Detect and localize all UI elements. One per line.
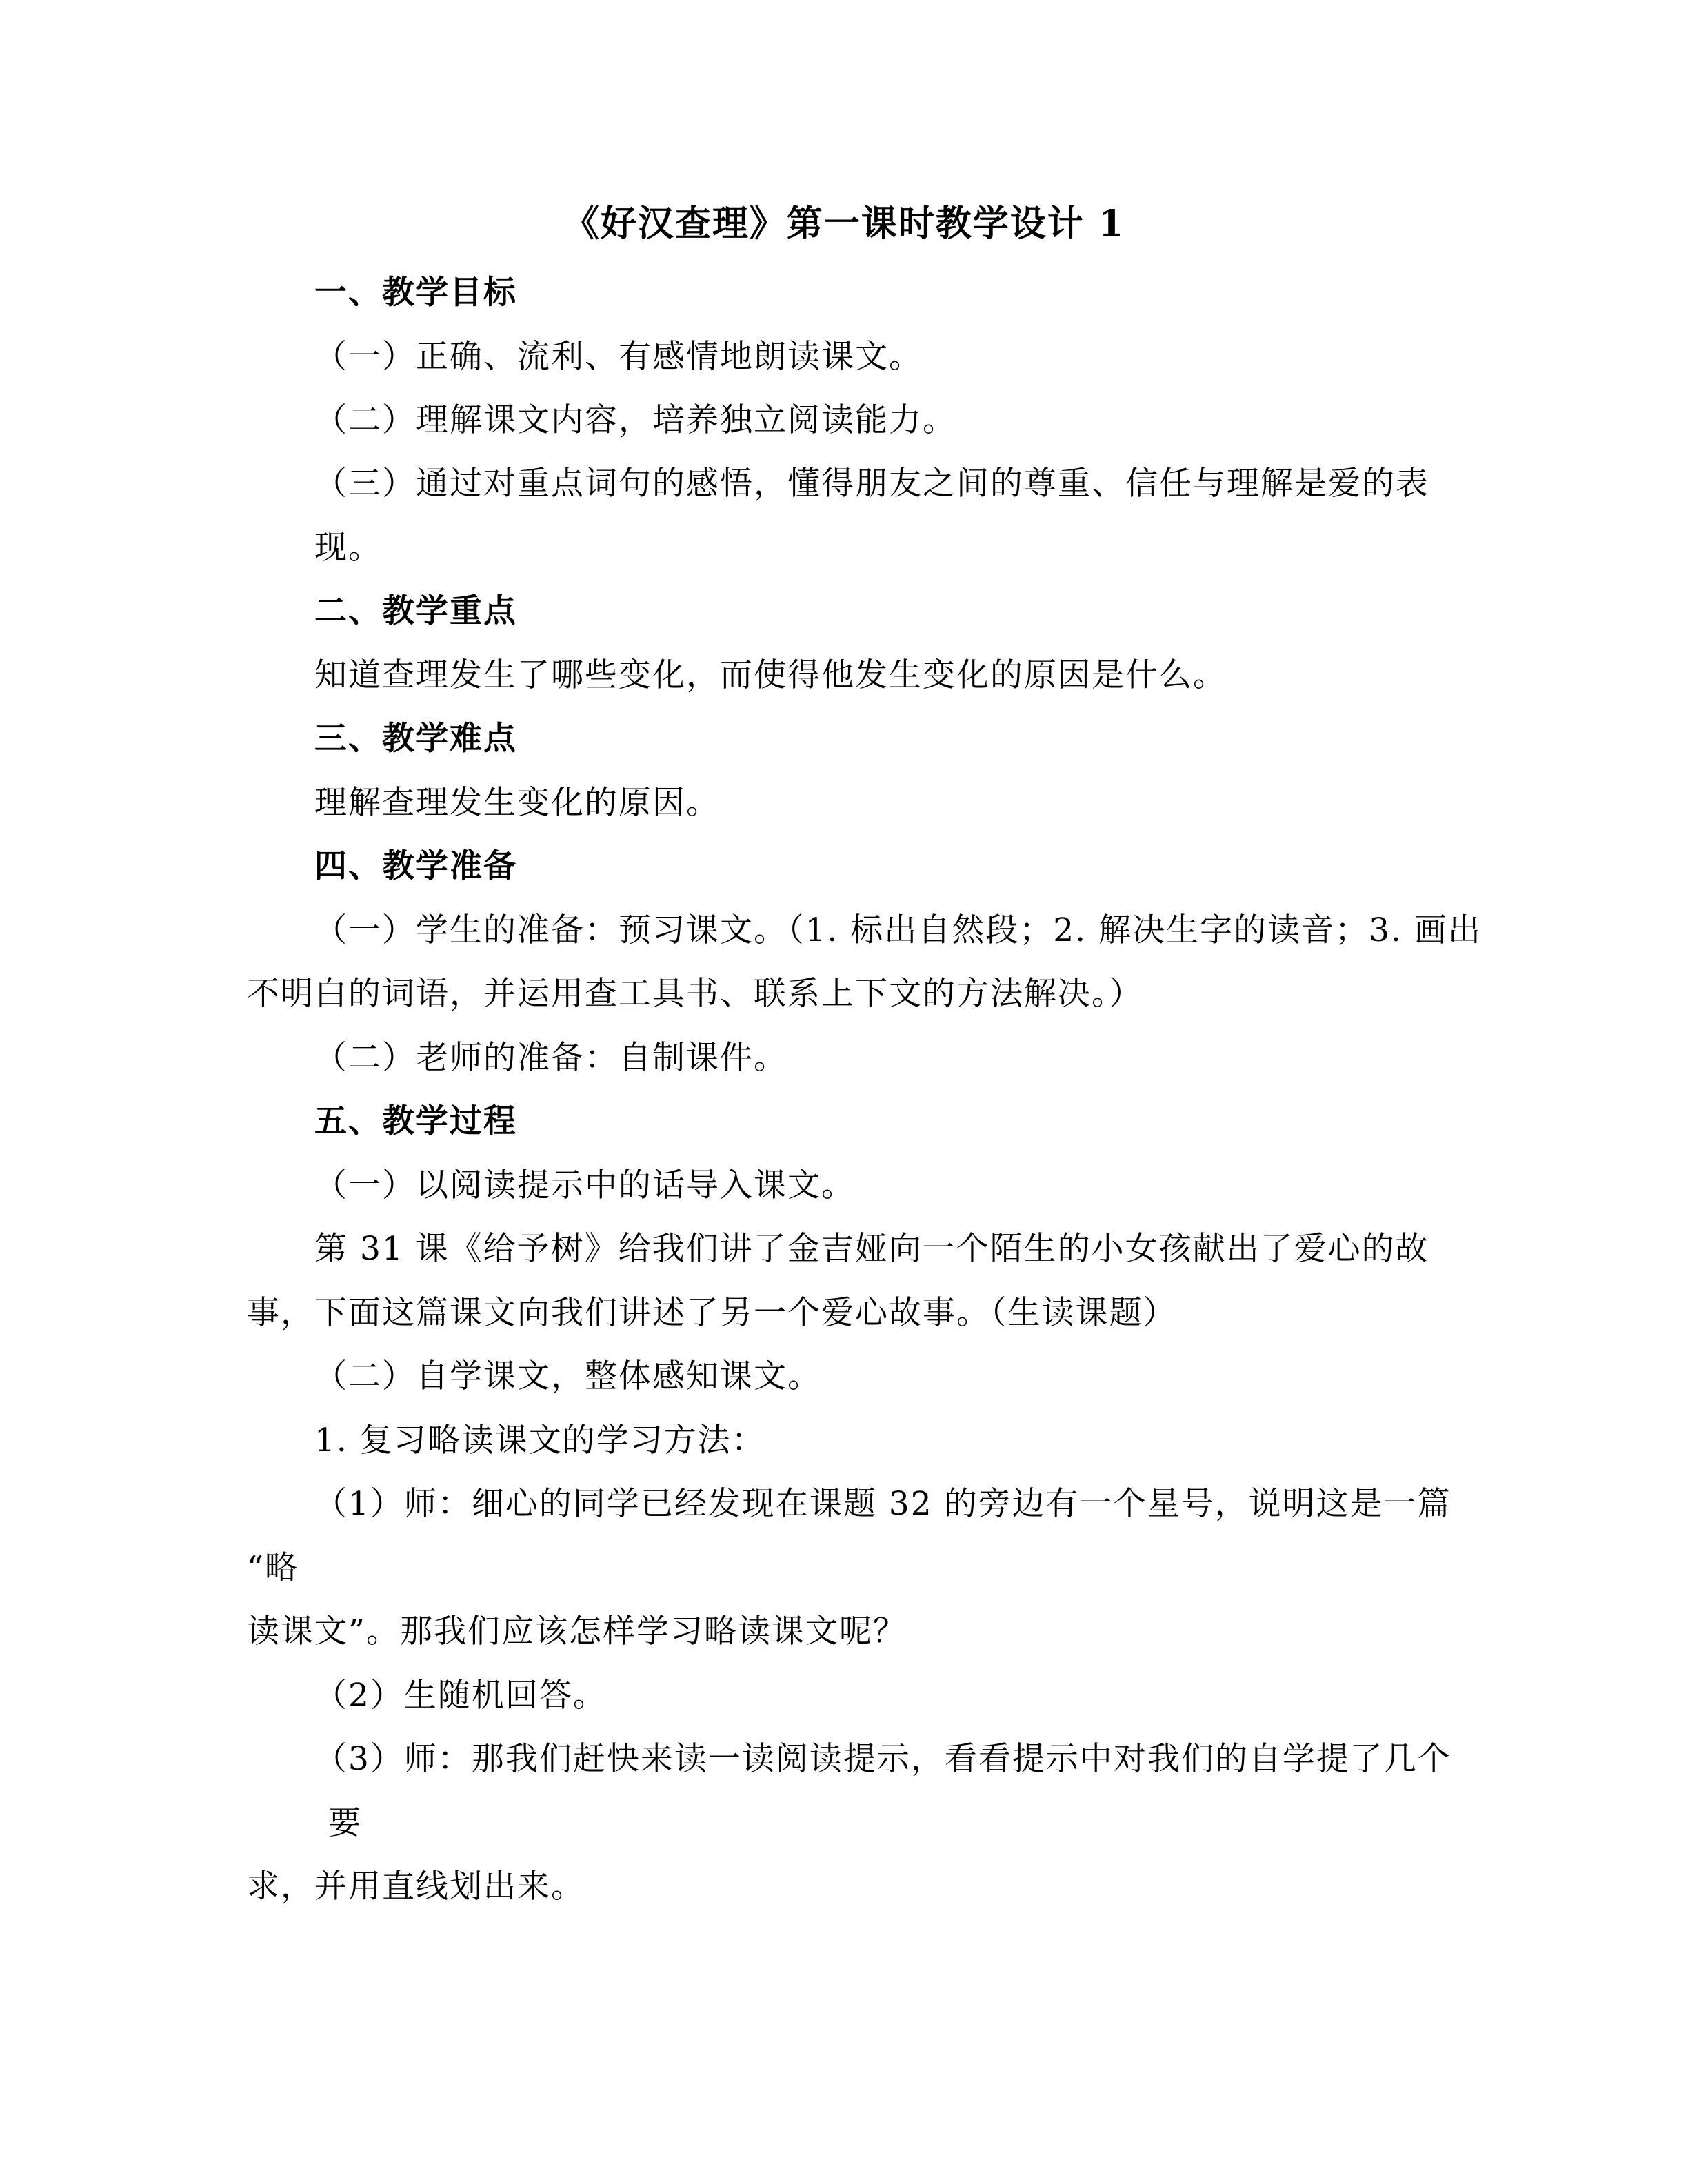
- paragraph-line: “略: [247, 1549, 299, 1587]
- section-heading-preparation: 四、教学准备: [314, 847, 517, 885]
- paragraph-line: 1. 复习略读课文的学习方法：: [314, 1422, 765, 1459]
- paragraph-line: （1）师：细心的同学已经发现在课题 32 的旁边有一个星号，说明这是一篇: [314, 1485, 1451, 1523]
- paragraph-line: 第 31 课《给予树》给我们讲了金吉娅向一个陌生的小女孩献出了爱心的故: [314, 1230, 1429, 1268]
- paragraph-line: （一）以阅读提示中的话导入课文。: [314, 1166, 855, 1204]
- paragraph-line: （二）理解课文内容，培养独立阅读能力。: [314, 401, 956, 439]
- section-heading-process: 五、教学过程: [314, 1102, 517, 1140]
- paragraph-line: 读课文”。那我们应该怎样学习略读课文呢？: [247, 1612, 907, 1650]
- paragraph-line: （一）学生的准备：预习课文。（1. 标出自然段；2. 解决生字的读音；3. 画出: [314, 911, 1482, 949]
- paragraph-line: 事，下面这篇课文向我们讲述了另一个爱心故事。（生读课题）: [247, 1294, 1177, 1332]
- paragraph-line: （二）自学课文，整体感知课文。: [314, 1357, 821, 1395]
- paragraph-line: 理解查理发生变化的原因。: [314, 784, 720, 822]
- document-title: 《好汉查理》第一课时教学设计 1: [563, 203, 1125, 245]
- section-heading-difficulties: 三、教学难点: [314, 720, 517, 758]
- paragraph-line: 求，并用直线划出来。: [247, 1868, 585, 1905]
- paragraph-line: 要: [328, 1804, 362, 1842]
- paragraph-line: 不明白的词语，并运用查工具书、联系上下文的方法解决。）: [247, 975, 1143, 1013]
- section-heading-key-points: 二、教学重点: [314, 592, 517, 630]
- paragraph-line: 现。: [314, 529, 382, 567]
- section-heading-objectives: 一、教学目标: [314, 274, 517, 312]
- paragraph-line: （三）通过对重点词句的感悟，懂得朋友之间的尊重、信任与理解是爱的表: [314, 465, 1429, 503]
- paragraph-line: （2）生随机回答。: [314, 1677, 607, 1715]
- paragraph-line: （3）师：那我们赶快来读一读阅读提示，看看提示中对我们的自学提了几个: [314, 1740, 1451, 1778]
- paragraph-line: 知道查理发生了哪些变化，而使得他发生变化的原因是什么。: [314, 656, 1227, 694]
- paragraph-line: （一）正确、流利、有感情地朗读课文。: [314, 338, 923, 376]
- paragraph-line: （二）老师的准备：自制课件。: [314, 1039, 787, 1077]
